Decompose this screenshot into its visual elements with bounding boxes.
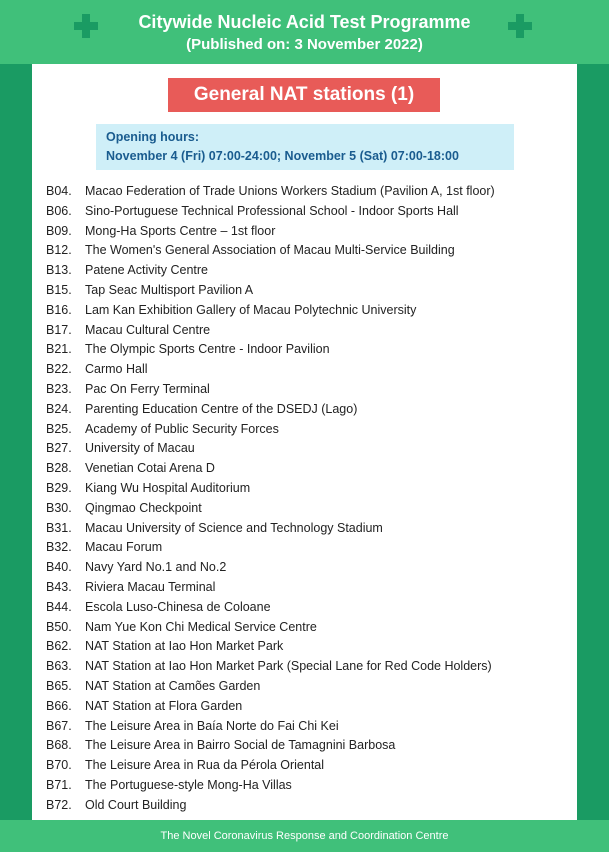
station-name: Carmo Hall [85, 362, 148, 377]
station-code: B15. [46, 282, 72, 297]
station-code: B68. [46, 738, 72, 753]
station-name: The Olympic Sports Centre - Indoor Pavilion [85, 342, 330, 357]
station-code: B28. [46, 461, 72, 476]
list-item [46, 637, 566, 657]
station-code: B12. [46, 243, 72, 258]
station-name: Sino-Portuguese Technical Professional School - Indoor Sports Hall [85, 203, 459, 218]
list-item [46, 459, 566, 479]
station-code: B16. [46, 302, 72, 317]
station-name: Navy Yard No.1 and No.2 [85, 560, 227, 575]
left-border [0, 64, 32, 820]
station-code: B25. [46, 421, 72, 436]
station-code: B70. [46, 758, 72, 773]
station-code: B13. [46, 263, 72, 278]
list-item [46, 380, 566, 400]
station-code: B50. [46, 619, 72, 634]
list-item [46, 202, 566, 222]
right-border [577, 64, 609, 820]
station-code: B24. [46, 401, 72, 416]
station-name: Macau Forum [85, 540, 163, 555]
station-name: Macao Federation of Trade Unions Workers Stadium (Pavilion A, 1st floor) [85, 184, 495, 198]
list-item [46, 677, 566, 697]
station-name: Academy of Public Security Forces [85, 421, 279, 436]
list-item [46, 796, 566, 816]
station-name: Patene Activity Centre [85, 263, 208, 278]
station-code: B40. [46, 560, 72, 575]
list-item [46, 400, 566, 420]
station-code: B06. [46, 203, 72, 218]
list-item [46, 261, 566, 281]
station-name: The Leisure Area in Rua da Pérola Oriental [85, 758, 325, 773]
station-name: NAT Station at Iao Hon Market Park [85, 639, 284, 654]
list-item [46, 241, 566, 261]
station-list [46, 182, 566, 816]
list-item [46, 558, 566, 578]
station-code: B21. [46, 342, 72, 357]
station-name: Nam Yue Kon Chi Medical Service Centre [85, 619, 317, 634]
station-code: B17. [46, 322, 72, 337]
list-item [46, 717, 566, 737]
station-code: B31. [46, 520, 72, 535]
station-name: The Portuguese-style Mong-Ha Villas [85, 777, 292, 792]
list-item [46, 736, 566, 756]
list-item [46, 538, 566, 558]
station-name: Kiang Wu Hospital Auditorium [85, 480, 251, 495]
station-code: B22. [46, 362, 72, 377]
station-name: Old Court Building [85, 797, 187, 812]
list-item [46, 657, 566, 677]
page-title: Citywide Nucleic Acid Test Programme [138, 12, 471, 32]
list-item [46, 479, 566, 499]
list-item [46, 321, 566, 341]
station-name: Lam Kan Exhibition Gallery of Macau Polytechnic University [85, 302, 417, 317]
list-item [46, 776, 566, 796]
opening-hours-value: November 4 (Fri) 07:00-24:00; November 5 (Sat) 07:00-18:00 [106, 149, 459, 163]
station-code: B32. [46, 540, 72, 555]
station-code: B66. [46, 698, 72, 713]
list-item [46, 439, 566, 459]
list-item [46, 281, 566, 301]
station-code: B62. [46, 639, 72, 654]
station-name: Mong-Ha Sports Centre – 1st floor [85, 223, 276, 238]
station-name: Parenting Education Centre of the DSEDJ (Lago) [85, 401, 358, 416]
station-name: The Leisure Area in Baía Norte do Fai Chi Kei [85, 718, 339, 733]
station-name: Qingmao Checkpoint [85, 500, 202, 515]
station-code: B65. [46, 678, 72, 693]
list-item [46, 519, 566, 539]
station-name: NAT Station at Flora Garden [85, 698, 243, 713]
station-code: B27. [46, 441, 72, 456]
station-code: B71. [46, 777, 72, 792]
list-item [46, 420, 566, 440]
station-name: NAT Station at Iao Hon Market Park (Special Lane for Red Code Holders) [85, 659, 492, 674]
station-name: Macau University of Science and Technology Stadium [85, 520, 383, 535]
publish-date: (Published on: 3 November 2022) [186, 36, 423, 53]
list-item [46, 182, 566, 202]
list-item [46, 222, 566, 242]
station-code: B04. [46, 184, 72, 198]
station-code: B72. [46, 797, 72, 812]
list-item [46, 578, 566, 598]
opening-hours-box [96, 124, 514, 170]
station-name: Pac On Ferry Terminal [85, 381, 210, 396]
station-name: The Women's General Association of Macau Multi-Service Building [85, 243, 455, 258]
station-name: Tap Seac Multisport Pavilion A [85, 282, 254, 297]
station-code: B23. [46, 381, 72, 396]
station-name: NAT Station at Camões Garden [85, 678, 261, 693]
list-item [46, 618, 566, 638]
station-code: B67. [46, 718, 72, 733]
list-item [46, 598, 566, 618]
station-name: Escola Luso-Chinesa de Coloane [85, 599, 271, 614]
station-name: University of Macau [85, 441, 195, 456]
station-name: Riviera Macau Terminal [85, 579, 216, 594]
list-item [46, 697, 566, 717]
station-code: B30. [46, 500, 72, 515]
station-code: B43. [46, 579, 72, 594]
opening-hours-label: Opening hours: [106, 130, 200, 144]
station-code: B44. [46, 599, 72, 614]
station-code: B09. [46, 223, 72, 238]
section-badge: General NAT stations (1) [168, 78, 440, 112]
station-name: The Leisure Area in Bairro Social de Tamagnini Barbosa [85, 738, 396, 753]
list-item [46, 301, 566, 321]
station-code: B29. [46, 480, 72, 495]
station-name: Macau Cultural Centre [85, 322, 211, 337]
medical-cross-icon [508, 14, 532, 38]
list-item [46, 340, 566, 360]
list-item [46, 756, 566, 776]
station-name: Venetian Cotai Arena D [85, 461, 215, 476]
footer: The Novel Coronavirus Response and Coordination Centre [0, 820, 609, 852]
header [0, 0, 609, 64]
station-code: B63. [46, 659, 72, 674]
list-item [46, 360, 566, 380]
list-item [46, 499, 566, 519]
